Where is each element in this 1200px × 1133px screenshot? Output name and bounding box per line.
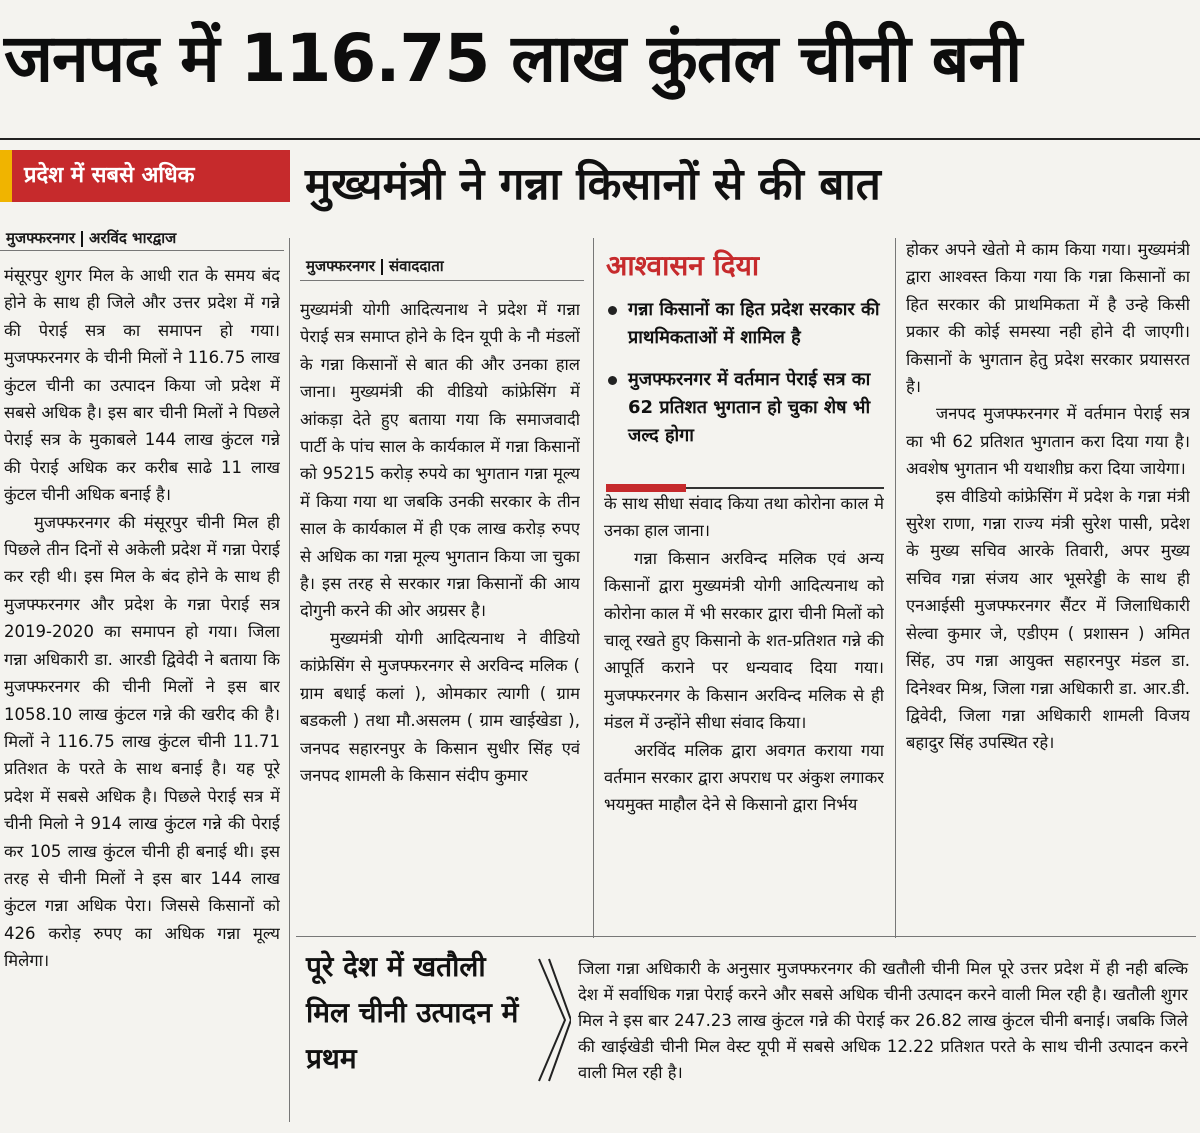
tag-label: प्रदेश में सबसे अधिक bbox=[12, 150, 290, 202]
box-rule bbox=[296, 936, 1196, 937]
byline-main bbox=[6, 228, 176, 248]
paragraph: अरविंद मलिक द्वारा अवगत कराया गया वर्तमान सरकार द्वारा अपराध पर अंकुश लगाकर भयमुक्त माहौल देने से किसानो द्वारा निर्भय bbox=[604, 740, 884, 815]
assurance-title: आश्वासन दिया bbox=[606, 249, 760, 282]
assurance-list bbox=[606, 296, 886, 464]
byline-place: मुजफ्फरनगर bbox=[306, 257, 376, 275]
byline-author: संवाददाता bbox=[389, 257, 444, 275]
article-column-3 bbox=[604, 490, 884, 930]
subheadline: मुख्यमंत्री ने गन्ना किसानों से की बात bbox=[305, 159, 881, 210]
column-divider bbox=[289, 238, 290, 1122]
column-divider bbox=[895, 238, 896, 938]
accent-rule bbox=[686, 487, 884, 489]
paragraph: मुजफ्फरनगर की मंसूरपुर चीनी मिल ही पिछले तीन दिनों से अकेली प्रदेश में गन्ना पेराई कर रही थी। इस मिल के बंद होने के साथ ही मुजफ्फरनगर और प्रदेश के गन्ना पेराई सत्र 2019-2020 का समापन हो गया। जिला गन्ना अधिकारी डा. आरडी द्विवेदी ने बताया कि मुजफ्फरनगर की चीनी मिलों ने इस बार 1058.10 लाख कुंटल गन्ने की खरीद की है। मिलों ने 116.75 लाख कुंटल चीनी 11.71 प्रतिशत के परते के साथ बनाई है। यह पूरे प्रदेश में सबसे अधिक है। पिछले पेराई सत्र में चीनी मिलो ने 914 लाख कुंटल गन्ने की पेराई कर 105 लाख कुंटल चीनी ही बनाई थी। इस तरह से चीनी मिलों ने इस बार 144 लाख कुंटल गन्ना अधिक पेरा। जिससे किसानों को 426 करोड़ रुपए का अधिक गन्ना मूल्य मिलेगा। bbox=[4, 512, 280, 971]
column-rule bbox=[0, 250, 284, 251]
chevron-right-icon bbox=[535, 955, 571, 1085]
paragraph: गन्ना किसान अरविन्द मलिक एवं अन्य किसानों द्वारा मुख्यमंत्री योगी आदित्यनाथ को कोरोना काल में भी सरकार द्वारा चीनी मिलों को चालू रखते हुए किसानो के शत-प्रतिशत गन्ने की आपूर्ति कराने पर धन्यवाद दिया गया। मुजफ्फरनगर के किसान अरविन्द मलिक से ही मंडल में उन्होंने सीधा संवाद किया। bbox=[604, 548, 884, 733]
article-column-1 bbox=[4, 262, 280, 1122]
byline-author: अरविंद भारद्वाज bbox=[89, 229, 177, 247]
paragraph: होकर अपने खेतो मे काम किया गया। मुख्यमंत्री द्वारा आश्वस्त किया गया कि गन्ना किसानों का हित सरकार की प्राथमिकता में है उन्हे किसी प्रकार की कोई समस्या नही होने दी जाएगी। किसानों के भुगतान हेतु प्रदेश सरकार प्रयासरत है। bbox=[906, 240, 1190, 397]
headline-rule bbox=[0, 138, 1200, 140]
byline-separator bbox=[381, 259, 383, 275]
tag-accent-bar bbox=[0, 150, 12, 202]
paragraph: मंसूरपुर शुगर मिल के आधी रात के समय बंद होने के साथ ही जिले और उत्तर प्रदेश में गन्ने की पेराई सत्र का समापन हो गया। मुजफ्फरनगर के चीनी मिलों ने 116.75 लाख कुंटल चीनी का उत्पादन किया जो प्रदेश में सबसे अधिक है। इस बार चीनी मिलों ने पिछले पेराई सत्र के मुकाबले 144 लाख कुंटल गन्ने की पेराई अधिक कर करीब साढे 11 लाख कुंटल चीनी अधिक बनाई है। bbox=[4, 266, 280, 505]
list-item: मुजफ्फरनगर में वर्तमान पेराई सत्र का 62 प्रतिशत भुगतान हो चुका शेष भी जल्द होगा bbox=[606, 366, 886, 450]
paragraph: मुख्यमंत्री योगी आदित्यनाथ ने वीडियो कांफ्रेसिंग से मुजफ्फरनगर से अरविन्द मलिक ( ग्राम बधाई कलां ), ओमकार त्यागी ( ग्राम बडकली ) तथा मौ.असलम ( ग्राम खाईखेडा ), जनपद सहारनपुर के किसान सुधीर सिंह एवं जनपद शामली के किसान संदीप कुमार bbox=[300, 628, 580, 785]
article-column-4 bbox=[906, 236, 1190, 936]
box-title: पूरे देश में खतौली मिल चीनी उत्पादन में प्रथम bbox=[306, 950, 519, 1075]
paragraph: इस वीडियो कांफ्रेसिंग में प्रदेश के गन्ना मंत्री सुरेश राणा, गन्ना राज्य मंत्री सुरेश पासी, प्रदेश के मुख्य सचिव आरके तिवारी, अपर मुख्य सचिव गन्ना संजय आर भूसरेड्डी के साथ ही एनआईसी मुजफ्फरनगर सैंटर में जिलाधिकारी सेल्वा कुमार जे, एडीएम ( प्रशासन ) अमित सिंह, उप गन्ना आयुक्त सहारनपुर मंडल डा. दिनेश्वर मिश्र, जिला गन्ना अधिकारी डा. आर.डी. द्विवेदी, जिला गन्ना अधिकारी शामली विजय बहादुर सिंह उपस्थित रहे। bbox=[906, 486, 1190, 753]
article-column-2 bbox=[300, 296, 580, 932]
column-rule bbox=[300, 280, 584, 281]
byline-place: मुजफ्फरनगर bbox=[6, 229, 76, 247]
section-tag bbox=[0, 150, 290, 202]
paragraph: जनपद मुजफ्फरनगर में वर्तमान पेराई सत्र का भी 62 प्रतिशत भुगतान करा दिया गया है। अवशेष भुगतान भी यथाशीघ्र करा दिया जायेगा। bbox=[906, 404, 1190, 479]
list-item: गन्ना किसानों का हित प्रदेश सरकार की प्राथमिकताओं में शामिल है bbox=[606, 296, 886, 352]
byline-second bbox=[306, 256, 444, 276]
paragraph: मुख्यमंत्री योगी आदित्यनाथ ने प्रदेश में गन्ना पेराई सत्र समाप्त होने के दिन यूपी के नौ मंडलों के गन्ना किसानों से बात की और उनका हाल जाना। मुख्यमंत्री की वीडियो कांफ्रेसिंग में आंकड़ा देते हुए बताया गया कि समाजवादी पार्टी के पांच साल के कार्यकाल में गन्ना किसानों को 95215 करोड़ रुपये का भुगतान गन्ना मूल्य में किया गया था जबकि उनकी सरकार के तीन साल के कार्यकाल में ही एक लाख करोड़ रुपए से अधिक का गन्ना मूल्य भुगतान किया जा चुका है। इस तरह से सरकार गन्ना किसानों की आय दोगुनी करने की ओर अग्रसर है। bbox=[300, 300, 580, 621]
column-divider bbox=[593, 238, 594, 938]
headline: जनपद में 116.75 लाख कुंतल चीनी बनी bbox=[4, 20, 1022, 97]
box-text: जिला गन्ना अधिकारी के अनुसार मुजफ्फरनगर की खतौली चीनी मिल पूरे उत्तर प्रदेश में ही नही बल्कि देश में सर्वाधिक गन्ना पेराई करने और सबसे अधिक चीनी उत्पादन करने वाली मिल रही है। खतौली शुगर मिल ने इस बार 247.23 लाख कुंटल गन्ने की पेराई कर 26.82 लाख कुंटल चीनी बनाई। जबकि जिले की खाईखेडी चीनी मिल वेस्ट यूपी में सबसे अधिक 12.22 प्रतिशत परते के साथ चीनी उत्पादन करने वाली मिल रही है। bbox=[578, 959, 1188, 1082]
byline-separator bbox=[81, 231, 83, 247]
paragraph: के साथ सीधा संवाद किया तथा कोरोना काल मे उनका हाल जाना। bbox=[604, 494, 884, 541]
